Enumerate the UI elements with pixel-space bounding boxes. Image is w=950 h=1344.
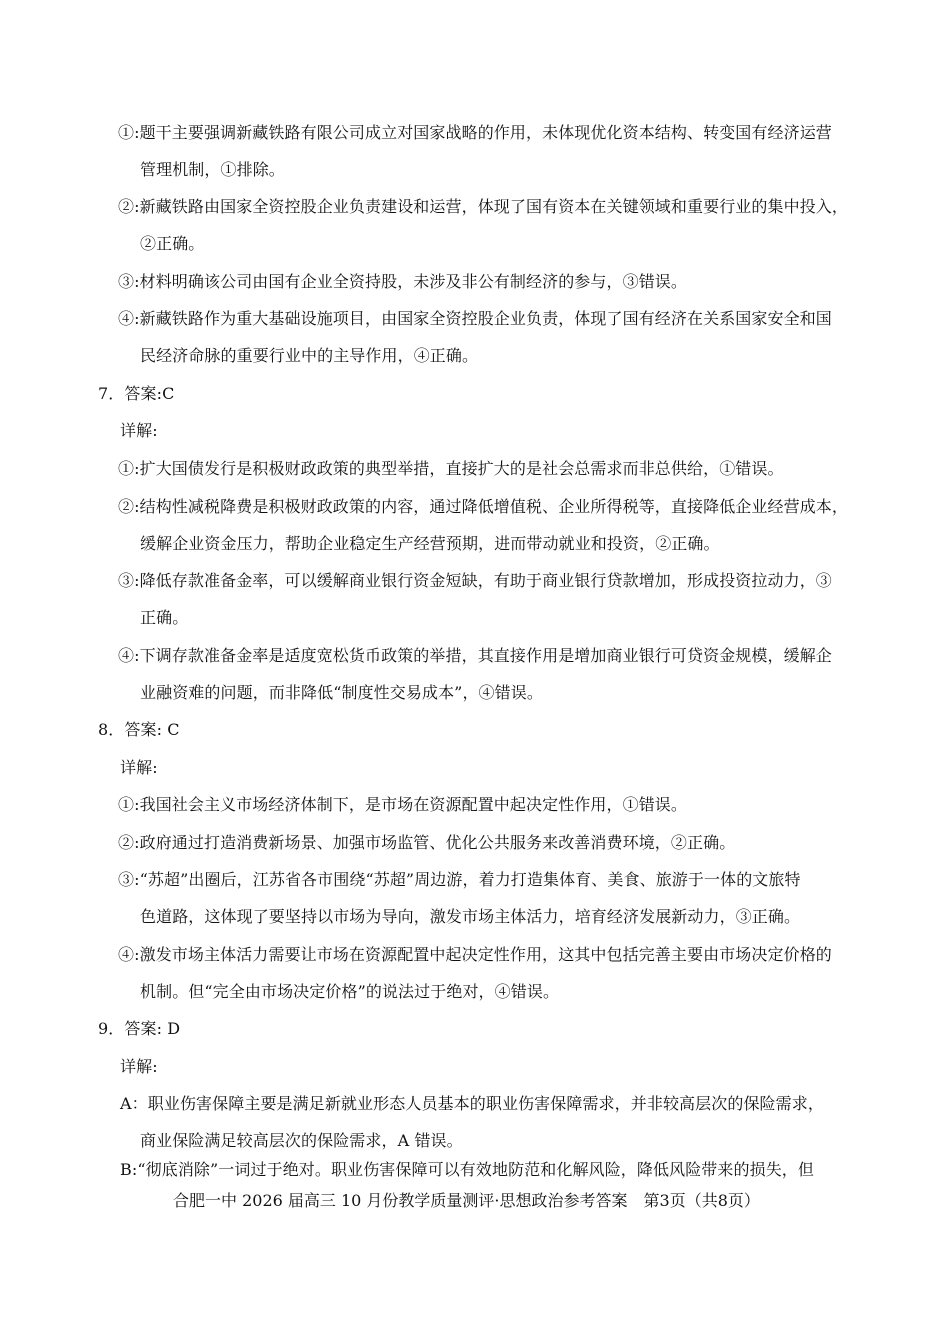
q9-answer: 9．答案: D [98, 1019, 181, 1038]
q9-option-a-line1: A：职业伤害保障主要是满足新就业形态人员基本的职业伤害保障需求，并非较高层次的保险需求， [120, 1094, 824, 1113]
q6-item2-line2: ②正确。 [140, 234, 205, 253]
q8-item3-line1: ③:“苏超”出圈后，江苏省各市围绕“苏超”周边游，着力打造集体育、美食、旅游于一体的文旅特 [118, 870, 801, 889]
q6-item3-line1: ③:材料明确该公司由国有企业全资持股，未涉及非公有制经济的参与，③错误。 [118, 272, 687, 291]
q8-item3-line2: 色道路，这体现了要坚持以市场为导向，激发市场主体活力，培育经济发展新动力，③正确。 [140, 907, 801, 926]
q6-item2-line1: ②:新藏铁路由国家全资控股企业负责建设和运营，体现了国有资本在关键领域和重要行业的集中投入， [118, 197, 848, 216]
q9-detail-heading: 详解: [120, 1057, 158, 1076]
q7-detail-heading: 详解: [120, 421, 158, 440]
q8-item4-line2: 机制。但“完全由市场决定价格”的说法过于绝对，④错误。 [140, 982, 560, 1001]
q6-item1-line1: ①:题干主要强调新藏铁路有限公司成立对国家战略的作用，未体现优化资本结构、转变国有经济运营 [118, 123, 832, 142]
q7-item1-line1: ①:扩大国债发行是积极财政政策的典型举措，直接扩大的是社会总需求而非总供给，①错误。 [118, 459, 784, 478]
q9-option-b-line1: B:“彻底消除”一词过于绝对。职业伤害保障可以有效地防范和化解风险，降低风险带来的损失，但 [120, 1160, 815, 1179]
q6-item1-line2: 管理机制，①排除。 [140, 160, 285, 179]
q6-item4-line1: ④:新藏铁路作为重大基础设施项目，由国家全资控股企业负责，体现了国有经济在关系国家安全和国 [118, 309, 832, 328]
q8-item2-line1: ②:政府通过打造消费新场景、加强市场监管、优化公共服务来改善消费环境，②正确。 [118, 833, 736, 852]
q7-answer: 7．答案:C [98, 384, 175, 403]
q7-item4-line1: ④:下调存款准备金率是适度宽松货币政策的举措，其直接作用是增加商业银行可贷资金规模，缓解企 [118, 646, 832, 665]
q8-item4-line1: ④:激发市场主体活力需要让市场在资源配置中起决定性作用，这其中包括完善主要由市场决定价格的 [118, 945, 832, 964]
q9-option-a-line2: 商业保险满足较高层次的保险需求，A 错误。 [140, 1131, 463, 1150]
q8-answer: 8．答案: C [98, 720, 180, 739]
q6-item4-line2: 民经济命脉的重要行业中的主导作用，④正确。 [140, 346, 479, 365]
q7-item4-line2: 业融资难的问题，而非降低“制度性交易成本”，④错误。 [140, 683, 543, 702]
q7-item2-line1: ②:结构性减税降费是积极财政政策的内容，通过降低增值税、企业所得税等，直接降低企业经营成本， [118, 497, 848, 516]
q8-detail-heading: 详解: [120, 758, 158, 777]
q7-item3-line1: ③:降低存款准备金率，可以缓解商业银行资金短缺，有助于商业银行贷款增加，形成投资拉动力，③ [118, 571, 832, 590]
q8-item1-line1: ①:我国社会主义市场经济体制下，是市场在资源配置中起决定性作用，①错误。 [118, 795, 687, 814]
q7-item3-line2: 正确。 [140, 608, 189, 627]
page-footer: 合肥一中 2026 届高三 10 月份教学质量测评·思想政治参考答案 第3页（共8页） [173, 1191, 760, 1210]
q7-item2-line2: 缓解企业资金压力，帮助企业稳定生产经营预期，进而带动就业和投资，②正确。 [140, 534, 720, 553]
